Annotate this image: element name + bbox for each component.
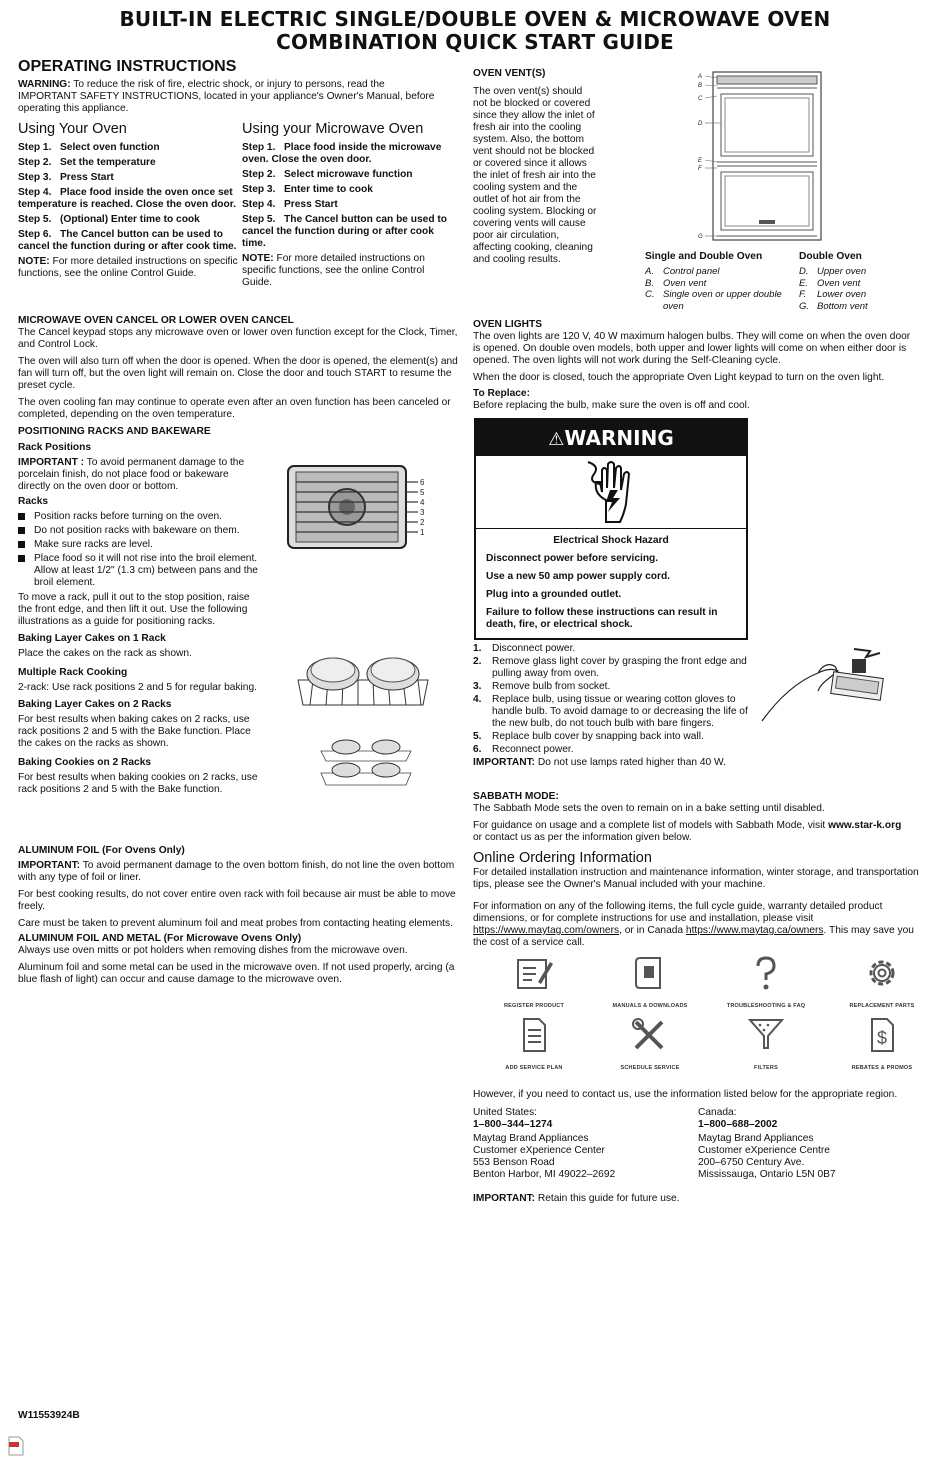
using-micro-section [242,121,456,289]
replace-step-number: 1. [473,643,482,654]
legend-value: Oven vent [663,277,707,289]
step-text: Enter time to cook [284,184,373,195]
replace-heading: To Replace: [473,388,530,399]
using-oven-heading: Using Your Oven [18,121,127,137]
us-phone: 1–800–344–1274 [473,1119,553,1130]
rack-positions-heading: Rack Positions [18,442,92,453]
hazard-title: Electrical Shock Hazard [553,535,669,546]
replace-step-number: 3. [473,681,482,692]
important-label: IMPORTANT: [473,1193,536,1204]
step-number: Step 6. [18,229,52,240]
shock-symbol-area [476,456,746,528]
title-line-2: COMBINATION QUICK START GUIDE [276,30,674,54]
step-number: Step 2. [18,157,52,168]
online-heading: Online Ordering Information [473,850,652,866]
online-icon-grid [478,952,938,1074]
sabbath-p1: The Sabbath Mode sets the oven to remain on in a bake setting until disabled. [473,803,825,814]
grid-label: SCHEDULE SERVICE [620,1065,680,1071]
diagram-letter: D [698,121,703,127]
maytag-us-link[interactable]: https://www.maytag.com/owners [473,925,620,936]
svg-text:$: $ [876,1028,888,1048]
replace-step [473,643,755,655]
oven-note [18,256,238,280]
diagram-letter: B [698,83,703,89]
grid-item-filters[interactable] [710,1014,822,1072]
vents-section [473,68,598,266]
pdf-file-shape [8,1436,24,1456]
replace-text: Before replacing the bulb, make sure the oven is off and cool. [473,400,750,411]
replace-step-text: Remove bulb from socket. [492,681,611,692]
layer2-heading: Baking Layer Cakes on 2 Racks [18,699,172,710]
legend-key: E. [799,277,808,289]
note-text: For more detailed instructions on specific functions, see the online Control Guide. [18,256,238,279]
important-label: IMPORTANT : [18,457,85,468]
warning-line: Disconnect power before servicing. [486,553,659,564]
rack-bullet: Position racks before turning on the oven. [18,511,258,523]
lights-p1: The oven lights are 120 V, 40 W maximum halogen bulbs. They will come on when the oven door is opened. On double oven models, both upper and lower lights will come on when either door is opened. The oven lights will not work during the Self-Cleaning cycle. [473,331,911,366]
step-item [18,187,238,211]
rack-number: 4 [420,498,425,507]
lights-heading: OVEN LIGHTS [473,319,543,330]
layer2-text: For best results when baking cakes on 2 racks, use rack positions 2 and 5 with the Bake function. Place the cakes on the racks as shown. [18,714,251,749]
using-micro-heading: Using your Microwave Oven [242,121,424,137]
dollar-icon [862,1016,902,1054]
step-number: Step 5. [18,214,52,225]
document-icon [514,1016,554,1054]
using-oven-section [18,121,238,280]
us-line: Customer eXperience Center [473,1145,605,1156]
grid-item-register[interactable] [478,952,590,1010]
cancel-p3: The oven cooling fan may continue to operate even after an oven function has been canceled or completed, depending on the oven temperature. [18,397,451,420]
grid-item-service-plan[interactable] [478,1014,590,1072]
replace-step-number: 6. [473,744,482,755]
step-number: Step 5. [242,214,276,225]
step-number: Step 2. [242,169,276,180]
ca-phone: 1–800–688–2002 [698,1119,778,1130]
grid-item-schedule[interactable] [594,1014,706,1072]
us-line: Benton Harbor, MI 49022–2692 [473,1169,616,1180]
retain-text: Retain this guide for future use. [535,1193,680,1204]
grid-label: FILTERS [754,1065,778,1071]
rack-bullet: Place food so it will not rise into the broil element. Allow at least 1/2" (1.3 cm) between pans and the broil element. [18,553,258,589]
legend-value: Single oven or upper double oven [663,289,782,312]
foil-section [18,845,466,986]
hand-bulb-drawing [758,645,888,725]
foil-p2: For best cooking results, do not cover entire oven rack with foil because air must be able to move freely. [18,889,456,912]
register-icon [514,954,554,992]
warning-title: WARNING [564,426,674,450]
cookies-heading: Baking Cookies on 2 Racks [18,757,152,768]
important-text: To avoid permanent damage to the oven bottom finish, do not line the oven bottom with any type of foil or liner. [18,860,455,883]
step-item [18,172,238,184]
star-k-link[interactable]: www.star-k.org [828,820,902,831]
replace-step-text: Reconnect power. [492,744,574,755]
step-text: Set the temperature [60,157,156,168]
foil-micro-p2: Aluminum foil and some metal can be used in the microwave oven. If not used properly, arcing (a blue flash of light) can occur and cause damage to the microwave oven. [18,962,455,985]
warning-line: Failure to follow these instructions can result in death, fire, or electrical shock. [486,607,718,630]
warning-box [474,418,748,640]
oven-cavity-drawing [286,462,436,552]
sabbath-heading: SABBATH MODE: [473,791,559,802]
double-oven-drawing [695,70,825,245]
vents-text: The oven vent(s) should not be blocked or covered since they allow the inlet of fresh air into the cooling system. Also, the bottom vent should not be blocked or covered since it allows the inlet of fresh air into the cooling system and the outlet of hot air from the cooling system. Blocking or covering vents will cause poor air circulation, affecting cooking, cleaning and cooling results. [473,86,597,265]
sabbath-text-end: or contact us as per the information given below. [473,832,692,843]
operating-section [18,58,446,115]
warning-text: To reduce the risk of fire, electric shock, or injury to persons, read the IMPORTANT SAFETY INSTRUCTIONS, located in your appliance's Owner's Manual, before operating this appliance. [18,79,435,114]
step-text: The Cancel button can be used to cancel the function during or after cook time. [18,229,237,252]
important-label: IMPORTANT: [473,757,536,768]
ca-line: Mississauga, Ontario L5N 0B7 [698,1169,836,1180]
legend-item [645,266,795,278]
replace-step [473,694,755,730]
replace-step-text: Replace bulb cover by snapping back into wall. [492,731,704,742]
note-label: NOTE: [18,256,50,267]
step-text: (Optional) Enter time to cook [60,214,200,225]
important-text: To avoid permanent damage to the porcelain finish, do not place food or bakeware directly on the oven door or bottom. [18,457,245,492]
step-number: Step 4. [242,199,276,210]
double-heading: Double Oven [799,251,862,262]
step-text: Select oven function [60,142,160,153]
document-title [0,8,950,54]
rack-number: 5 [420,488,425,497]
part-number: W11553924B [18,1410,80,1421]
step-number: Step 3. [18,172,52,183]
legend-key: D. [799,266,809,277]
legend-key: B. [645,277,654,289]
two-rack-cakes-illustration [316,733,416,793]
rack-number: 6 [420,478,425,487]
legend-key: G. [799,300,810,312]
sabbath-text: For guidance on usage and a complete list of models with Sabbath Mode, visit [473,820,829,831]
cancel-p2: The oven will also turn off when the door is opened. When the door is opened, the element(s) and fan will turn off, but the oven light will remain on. Close the door and touch START to resume the preset cycle. [18,356,458,391]
step-item [242,214,456,250]
online-text: For information on any of the following items, the full cycle guide, warranty detailed product dimensions, or for complete instructions for use and installation, please visit [473,901,883,924]
warning-triangle-icon: ⚠ [548,429,565,450]
warning-header [476,420,746,456]
rack-number: 1 [420,528,425,537]
online-section [473,850,923,949]
step-text: Place food inside the oven once set temperature is reached. Close the oven door. [18,187,236,210]
replace-step-text: Disconnect power. [492,643,576,654]
step-number: Step 1. [242,142,276,153]
retain-note [473,1193,913,1205]
legend-key: A. [645,266,654,277]
note-label: NOTE: [242,253,274,264]
oven-steps-list [18,142,238,253]
grid-label: MANUALS & DOWNLOADS [612,1003,688,1009]
rack-positions-illustration [286,462,436,552]
step-item [18,157,238,169]
step-number: Step 3. [242,184,276,195]
racks-heading: POSITIONING RACKS AND BAKEWARE [18,426,211,437]
step-item [242,142,456,166]
rack-number: 2 [420,518,425,527]
legend-value: Control panel [663,266,720,277]
sabbath-section [473,791,913,844]
warning-line: Plug into a grounded outlet. [486,589,622,600]
operating-warning [18,79,446,115]
ca-region: Canada: [698,1107,737,1118]
multi-heading: Multiple Rack Cooking [18,667,128,678]
one-rack-cakes-illustration [288,650,438,710]
step-item [18,229,238,253]
grid-item-manuals[interactable] [594,952,706,1010]
grid-label: REBATES & PROMOS [851,1065,913,1071]
grid-label: REPLACEMENT PARTS [849,1003,915,1009]
grid-item-parts[interactable] [826,952,938,1010]
cookies-text: For best results when baking cookies on 2 racks, use rack positions 2 and 5 with the Bake function. [18,772,258,795]
rack-drawing [288,650,438,710]
layer1-heading: Baking Layer Cakes on 1 Rack [18,633,166,644]
legend-value: Upper oven [817,266,867,277]
diagram-letter: E [698,158,703,164]
important-label: IMPORTANT: [18,860,81,871]
racks-section [18,426,258,796]
step-item [242,184,456,196]
step-item [242,169,456,181]
step-item [18,142,238,154]
replace-step [473,681,755,693]
ca-line: Customer eXperience Centre [698,1145,830,1156]
cancel-p1: The Cancel keypad stops any microwave oven or lower oven function except for the Clock, Timer, and Control Lock. [18,327,458,350]
rack-bullets [18,511,258,589]
vents-heading: OVEN VENT(S) [473,68,546,79]
legend-key: C. [645,289,655,300]
legend-value: Lower oven [817,289,867,300]
lights-p2: When the door is closed, touch the appropriate Oven Light keypad to turn on the oven light. [473,372,885,383]
warning-body [476,528,746,631]
online-text: , or in Canada [619,925,686,936]
legend-value: Oven vent [817,277,861,289]
lights-section [473,319,913,412]
legend-item [645,289,795,312]
grid-label: ADD SERVICE PLAN [505,1065,563,1071]
step-number: Step 1. [18,142,52,153]
replace-steps-list [473,643,755,756]
question-icon [746,954,786,992]
warning-label: WARNING: [18,79,71,90]
cancel-section [18,315,458,421]
rack-move-text: To move a rack, pull it out to the stop position, raise the front edge, and then lift it out. Use the following illustrations as a guide for positioning racks. [18,592,250,627]
replace-step [473,731,755,743]
online-p1: For detailed installation instruction and maintenance information, winter storage, and transportation tips, please see the Owner's Manual included with your machine. [473,867,919,890]
online-text: . This may save you the cost of a service call. [473,925,914,948]
replace-step [473,744,755,756]
ca-line: Maytag Brand Appliances [698,1133,814,1144]
step-text: Press Start [284,199,338,210]
electric-shock-hand-icon [586,460,638,524]
cancel-heading: MICROWAVE OVEN CANCEL OR LOWER OVEN CANCEL [18,315,294,326]
maytag-ca-link[interactable]: https://www.maytag.ca/owners [685,925,824,936]
replace-step-number: 4. [473,694,482,705]
foil-p3: Care must be taken to prevent aluminum foil and meat probes from contacting heating elements. [18,918,453,929]
rack-bullet: Do not position racks with bakeware on them. [18,525,258,537]
grid-label: TROUBLESHOOTING & FAQ [726,1003,806,1009]
micro-note [242,253,456,289]
layer1-text: Place the cakes on the rack as shown. [18,648,192,659]
bulb-replacement-illustration [758,645,888,725]
double-items [799,266,929,312]
us-line: Maytag Brand Appliances [473,1133,589,1144]
step-text: Press Start [60,172,114,183]
double-legend [799,251,929,312]
single-double-items [645,266,795,312]
note-text: For more detailed instructions on specific functions, see the online Control Guide. [242,253,425,288]
contact-ca [698,1107,918,1181]
replace-step-number: 2. [473,656,482,667]
contact-us [473,1107,683,1181]
us-region: United States: [473,1107,537,1118]
legend-item [799,301,929,313]
foil-micro-heading: ALUMINUM FOIL AND METAL (For Microwave Ovens Only) [18,933,302,944]
replace-step-text: Remove glass light cover by grasping the front edge and pulling away from oven. [492,656,747,679]
diagram-letter: F [698,166,702,172]
lamp-important [473,757,755,769]
multi-text: 2-rack: Use rack positions 2 and 5 for regular baking. [18,682,257,693]
pdf-icon [8,1436,24,1456]
contact-intro: However, if you need to contact us, use the information listed below for the appropriate region. [473,1089,898,1100]
oven-vent-diagram [695,70,825,245]
grid-item-rebates[interactable] [826,1014,938,1072]
foil-micro-p1: Always use oven mitts or pot holders when removing dishes from the microwave oven. [18,945,408,956]
step-item [18,214,238,226]
step-text: Place food inside the microwave oven. Close the oven door. [242,142,442,165]
step-number: Step 4. [18,187,52,198]
us-line: 553 Benson Road [473,1157,555,1168]
legend-item [645,278,795,290]
filter-icon [746,1016,786,1054]
important-text: Do not use lamps rated higher than 40 W. [535,757,726,768]
legend-value: Bottom vent [817,300,868,312]
replace-step-text: Replace bulb, using tissue or wearing cotton gloves to handle bulb. To avoid damage to or decreasing the life of the new bulb, do not touch bulb with bare fingers. [492,694,748,729]
replace-step [473,656,755,680]
ca-line: 200–6750 Century Ave. [698,1157,805,1168]
rack-number: 3 [420,508,425,517]
gear-icon [862,954,902,992]
grid-item-troubleshooting[interactable] [710,952,822,1010]
single-double-legend [645,251,795,312]
single-double-heading: Single and Double Oven [645,251,763,262]
online-p2 [473,901,923,949]
grid-label: REGISTER PRODUCT [503,1003,565,1009]
legend-key: F. [799,289,807,300]
replace-steps-section [473,643,755,769]
micro-steps-list [242,142,456,250]
warning-line: Use a new 50 amp power supply cord. [486,571,670,582]
two-rack-drawing [316,733,416,793]
legend-item [799,266,929,278]
rack-important [18,457,258,493]
diagram-letter: C [698,96,703,102]
operating-heading: OPERATING INSTRUCTIONS [18,58,237,75]
step-text: Select microwave function [284,169,413,180]
rack-bullet: Make sure racks are level. [18,539,258,551]
tools-icon [630,1016,670,1054]
title-line-1: BUILT-IN ELECTRIC SINGLE/DOUBLE OVEN & MICROWAVE OVEN [119,7,831,31]
legend-item [799,278,929,290]
diagram-letter: G [698,234,703,240]
diagram-letter: A [698,74,703,80]
sabbath-p2 [473,820,913,844]
racks-subheading: Racks [18,496,49,507]
legend-item [799,289,929,301]
replace-step-number: 5. [473,731,482,742]
step-text: The Cancel button can be used to cancel the function during or after cook time. [242,214,448,249]
foil-important [18,860,466,884]
foil-heading: ALUMINUM FOIL (For Ovens Only) [18,845,185,856]
step-item [242,199,456,211]
manual-icon [630,954,670,992]
